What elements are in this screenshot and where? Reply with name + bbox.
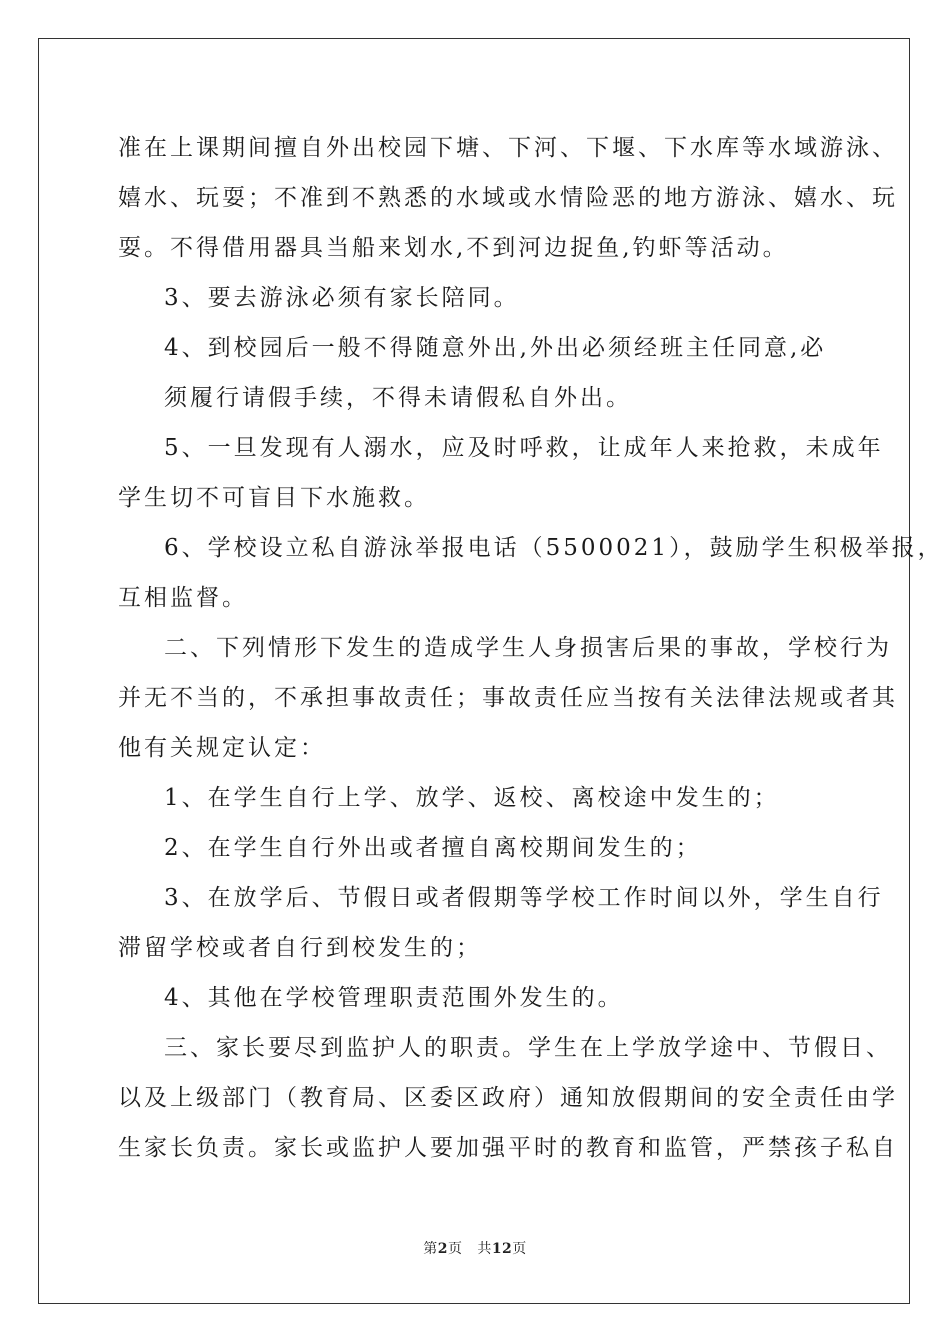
text-line: 耍。不得借用器具当船来划水,不到河边捉鱼,钓虾等活动。: [118, 235, 789, 261]
text-line: 互相监督。: [118, 585, 248, 611]
total-pages-prefix: 共: [477, 1241, 492, 1257]
text-line: 4、其他在学校管理职责范围外发生的。: [164, 985, 624, 1011]
text-line: 他有关规定认定：: [118, 735, 326, 761]
page-footer: [0, 1238, 950, 1258]
total-pages: 12: [491, 1241, 513, 1257]
text-line: 3、要去游泳必须有家长陪同。: [164, 285, 520, 311]
page-number: 2: [437, 1241, 448, 1257]
text-line: 二、下列情形下发生的造成学生人身损害后果的事故，学校行为: [164, 635, 892, 661]
text-line: 以及上级部门（教育局、区委区政府）通知放假期间的安全责任由学: [118, 1085, 898, 1111]
page-number-prefix: 第: [423, 1241, 438, 1257]
text-line: 1、在学生自行上学、放学、返校、离校途中发生的；: [164, 785, 780, 811]
text-line: 3、在放学后、节假日或者假期等学校工作时间以外，学生自行: [164, 885, 884, 911]
text-line: 6、学校设立私自游泳举报电话（5500021），鼓励学生积极举报，: [164, 535, 944, 561]
text-line: 生家长负责。家长或监护人要加强平时的教育和监管，严禁孩子私自: [118, 1135, 898, 1161]
text-line: 须履行请假手续，不得未请假私自外出。: [164, 385, 632, 411]
text-line: 4、到校园后一般不得随意外出,外出必须经班主任同意,必: [164, 335, 827, 361]
total-pages-suffix: 页: [512, 1241, 527, 1257]
text-line: 5、一旦发现有人溺水，应及时呼救，让成年人来抢救，未成年: [164, 435, 884, 461]
text-line: 嬉水、玩耍；不准到不熟悉的水域或水情险恶的地方游泳、嬉水、玩: [118, 185, 898, 211]
text-line: 准在上课期间擅自外出校园下塘、下河、下堰、下水库等水域游泳、: [118, 135, 898, 161]
text-line: 滞留学校或者自行到校发生的；: [118, 935, 482, 961]
text-line: 三、家长要尽到监护人的职责。学生在上学放学途中、节假日、: [164, 1035, 892, 1061]
text-line: 学生切不可盲目下水施救。: [118, 485, 430, 511]
page-number-suffix: 页: [447, 1241, 463, 1257]
text-line: 并无不当的，不承担事故责任；事故责任应当按有关法律法规或者其: [118, 685, 898, 711]
text-line: 2、在学生自行外出或者擅自离校期间发生的；: [164, 835, 702, 861]
